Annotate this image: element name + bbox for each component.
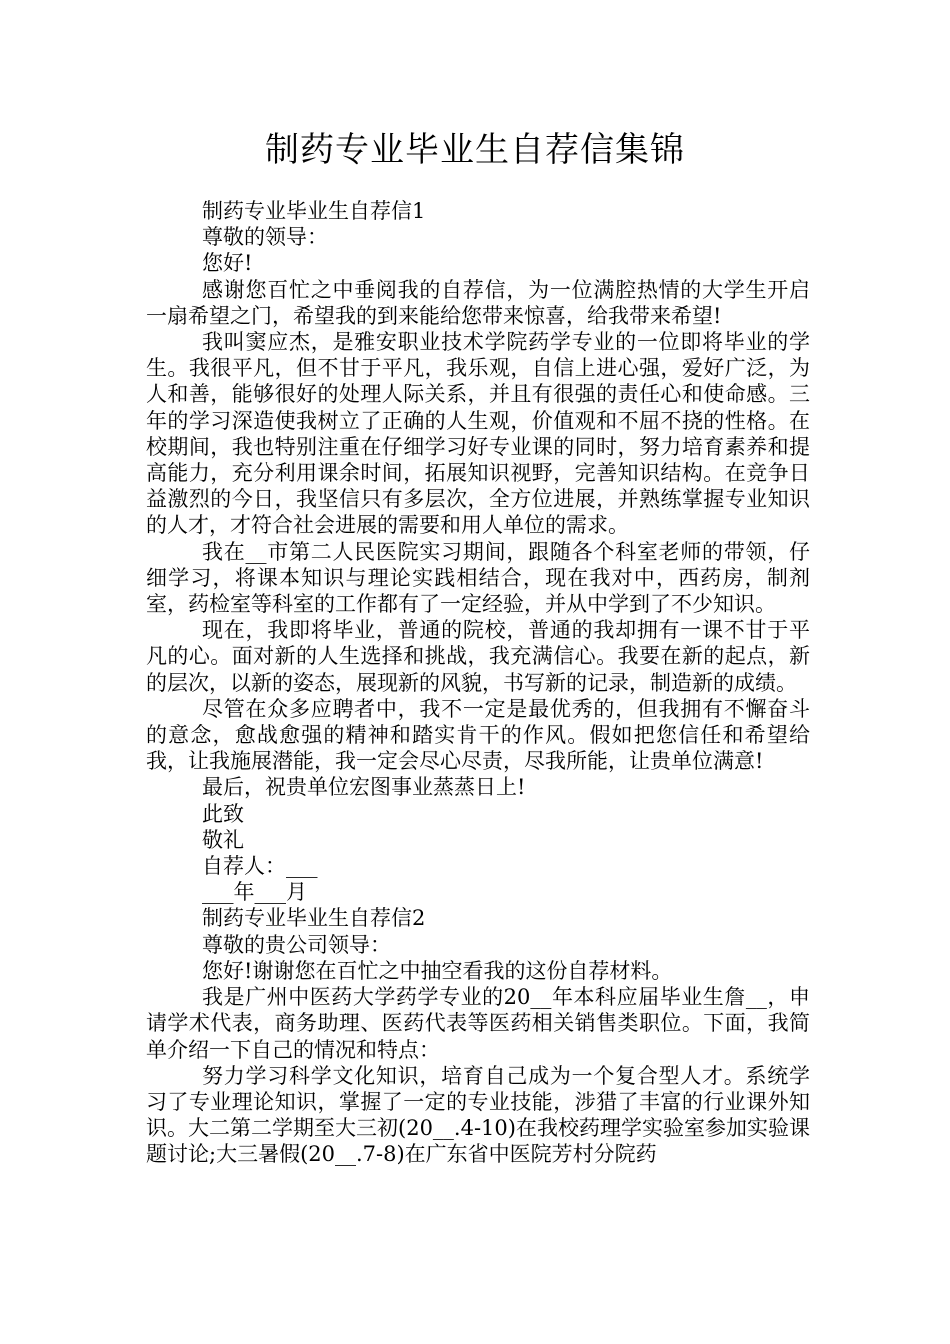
paragraph: 尽管在众多应聘者中，我不一定是最优秀的，但我拥有不懈奋斗的意念，愈战愈强的精神和踏实肯干的作风。假如把您信任和希望给我，让我施展潜能，我一定会尽心尽责，尽我所能，让贵单位满意! <box>146 696 810 774</box>
paragraph: 我叫窦应杰，是雅安职业技术学院药学专业的一位即将毕业的学生。我很平凡，但不甘于平凡，我乐观，自信上进心强，爱好广泛，为人和善，能够很好的处理人际关系，并且有很强的责任心和使命感。三年的学习深造使我树立了正确的人生观，价值观和不屈不挠的性格。在校期间，我也特别注重在仔细学习好专业课的同时，努力培育素养和提高能力，充分利用课余时间，拓展知识视野，完善知识结构。在竞争日益激烈的今日，我坚信只有多层次，全方位进展，并熟练掌握专业知识的人才，才符合社会进展的需要和用人单位的需求。 <box>146 330 810 538</box>
paragraph: 尊敬的领导： <box>202 225 328 250</box>
paragraph: 努力学习科学文化知识，培育自己成为一个复合型人才。系统学习了专业理论知识，掌握了一定的专业技能，涉猎了丰富的行业课外知识。大二第二学期至大三初(20__.4-10)在我校药理学实验室参加实验课题讨论;大三暑假(20__.7-8)在广东省中医院芳村分院药 <box>146 1063 810 1167</box>
paragraph: 您好! <box>202 251 253 276</box>
document-title: 制药专业毕业生自荐信集锦 <box>265 130 685 170</box>
paragraph: 您好!谢谢您在百忙之中抽空看我的这份自荐材料。 <box>202 958 673 983</box>
paragraph: 自荐人：___ <box>202 854 318 879</box>
paragraph: 制药专业毕业生自荐信2 <box>202 906 426 931</box>
paragraph: 感谢您百忙之中垂阅我的自荐信，为一位满腔热情的大学生开启一扇希望之门，希望我的到来能给您带来惊喜，给我带来希望! <box>146 277 810 328</box>
paragraph: 现在，我即将毕业，普通的院校，普通的我却拥有一课不甘于平凡的心。面对新的人生选择和挑战，我充满信心。我要在新的起点，新的层次，以新的姿态，展现新的风貌，书写新的记录，制造新的成绩。 <box>146 618 810 695</box>
paragraph: 敬礼 <box>202 827 244 852</box>
paragraph: 此致 <box>202 801 244 826</box>
document-body <box>146 198 810 1168</box>
paragraph: 制药专业毕业生自荐信1 <box>202 199 426 223</box>
paragraph: 最后，祝贵单位宏图事业蒸蒸日上! <box>202 775 526 800</box>
paragraph: 我是广州中医药大学药学专业的20__年本科应届毕业生詹__，申请学术代表，商务助理、医药代表等医药相关销售类职位。下面，我简单介绍一下自己的情况和特点： <box>146 985 810 1062</box>
paragraph: ___年___月 <box>202 880 307 905</box>
paragraph: 我在__市第二人民医院实习期间，跟随各个科室老师的带领，仔细学习，将课本知识与理论实践相结合，现在我对中，西药房，制剂室，药检室等科室的工作都有了一定经验，并从中学到了不少知识。 <box>146 539 810 617</box>
paragraph: 尊敬的贵公司领导： <box>202 932 391 957</box>
